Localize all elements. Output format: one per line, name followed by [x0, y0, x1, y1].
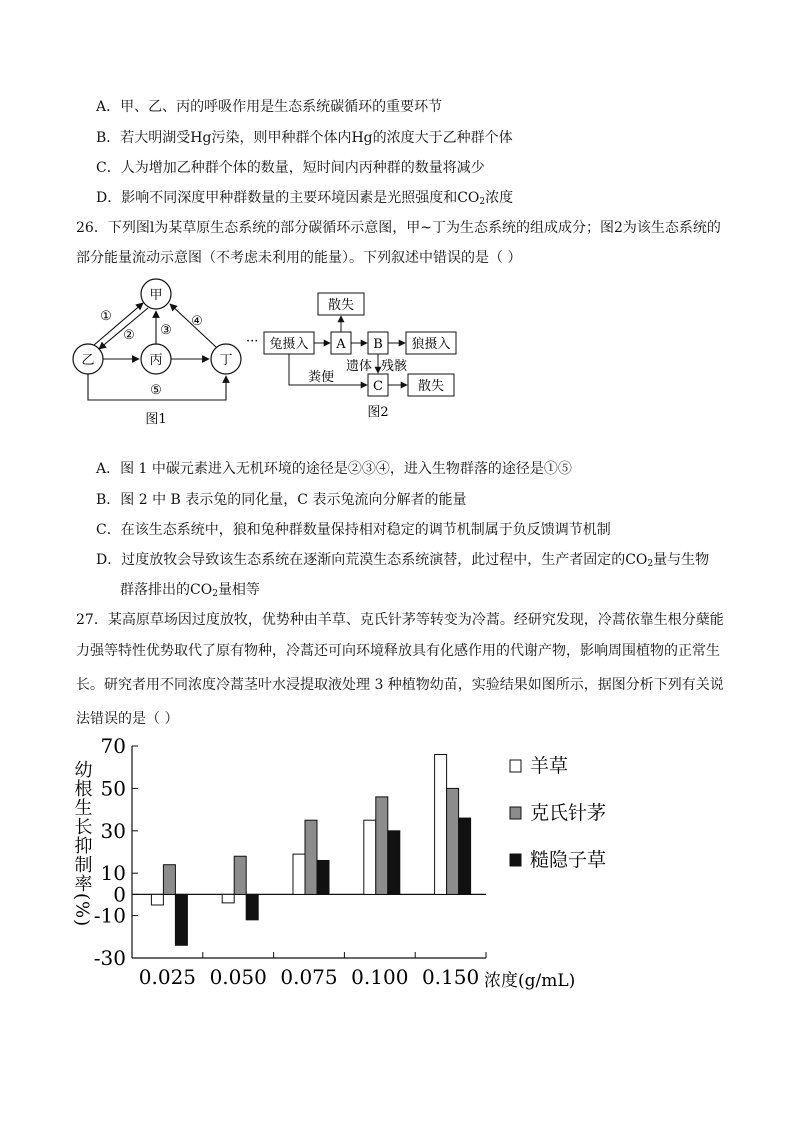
q26-option-d-line2: [120, 580, 260, 604]
bar-1-0.150: [435, 754, 447, 894]
bar-3-0.150: [459, 818, 471, 894]
arrow-label-3: ③: [160, 323, 172, 338]
y-tick-label: 0: [113, 882, 126, 907]
x-tick-label: 0.150: [421, 965, 480, 989]
bar-1-0.075: [293, 854, 305, 894]
q25-option-a: A．甲、乙、丙的呼吸作用是生态系统碳循环的重要环节: [96, 99, 443, 115]
arrow-label-2: ②: [123, 328, 135, 343]
q26-option-d-line2-text: 群落排出的CO: [120, 582, 213, 598]
box-a-label: A: [336, 337, 346, 352]
bar-2-0.100: [376, 797, 388, 895]
box-sanshi-top-label: 散失: [327, 298, 355, 313]
legend-swatch: [510, 807, 521, 819]
bar-3-0.050: [246, 894, 258, 919]
ellipsis: ···: [246, 334, 259, 349]
legend-label: 糙隐子草: [530, 849, 607, 871]
bar-2-0.025: [163, 865, 175, 895]
bar-2-0.150: [447, 788, 459, 894]
bar-1-0.025: [151, 894, 163, 905]
q26-option-a: A．图 1 中碳元素进入无机环境的途径是②③④，进入生物群落的途径是①⑤: [96, 461, 572, 477]
box-lang-label: 狼摄入: [411, 337, 451, 352]
q26-stem-line1: 26．下列图l为某草原生态系统的部分碳循环示意图，甲~丁为生态系统的组成成分；图2为该生态系统的: [76, 220, 721, 236]
q25-option-d: [96, 188, 513, 212]
y-tick-label: 30: [100, 818, 126, 843]
bar-2-0.075: [305, 820, 317, 894]
box-sanshi-right-label: 散失: [417, 379, 445, 394]
arrow-label-5: ⑤: [150, 383, 162, 398]
q26-stem-line2: 部分能量流动示意图（不考虑未利用的能量）。下列叙述中错误的是（ ）: [76, 250, 522, 266]
node-bing-label: 丙: [149, 353, 163, 368]
arrow-label-1: ①: [100, 309, 112, 324]
q26-option-d-line2-tail: 量相等: [217, 582, 260, 598]
legend-label: 羊草: [530, 755, 569, 777]
subscript: 2: [479, 197, 486, 207]
y-tick-label: -30: [93, 946, 126, 970]
q27-stem-line4: 法错误的是（ ）: [76, 711, 179, 727]
x-tick-label: 0.050: [209, 965, 267, 989]
bar-1-0.100: [364, 820, 376, 894]
bar-3-0.100: [388, 831, 400, 895]
subscript: 2: [212, 589, 218, 599]
figure-2-energy-flow: [240, 290, 470, 422]
q27-stem-line2: 力强等特性优势取代了原有物种，冷蒿还可向环境释放具有化感作用的代谢产物，影响周围植物的正常生: [76, 643, 720, 659]
label-canhai: 残骸: [381, 359, 408, 374]
y-axis-label: 幼根生长抑制率(%): [71, 760, 93, 928]
label-fenbian: 粪便: [308, 370, 335, 385]
legend-label: 克氏针茅: [530, 802, 607, 824]
x-tick-label: 0.100: [351, 965, 409, 989]
box-c-label: C: [373, 379, 383, 394]
q26-option-d-tail: 量与生物: [653, 552, 710, 568]
legend-swatch: [510, 854, 521, 866]
label-yiti: 遗体: [346, 359, 373, 374]
q25-option-b: B．若大明湖受Hg污染，则甲种群个体内Hg的浓度大于乙种群个体: [96, 130, 513, 146]
figure-1-caption: 图1: [145, 412, 167, 427]
node-ding-label: 丁: [219, 353, 233, 368]
figure-2-caption: 图2: [367, 405, 389, 420]
y-tick-label: 50: [100, 776, 126, 801]
q26-option-d-text: D．过度放牧会导致该生态系统在逐渐向荒漠生态系统演替，此过程中，生产者固定的CO: [96, 552, 648, 568]
inhibition-rate-bar-chart: [60, 730, 660, 1000]
x-tick-label: 0.075: [280, 965, 338, 989]
bar-3-0.025: [175, 894, 187, 945]
box-tu-label: 兔摄入: [269, 337, 309, 352]
q25-option-c: C．人为增加乙种群个体的数量，短时间内丙种群的数量将减少: [96, 160, 485, 176]
x-tick-label: 0.025: [138, 965, 197, 989]
q27-stem-line3: 长。研究者用不同浓度冷蒿茎叶水浸提取液处理 3 种植物幼苗，实验结果如图所示，据图分析下列有关说: [76, 677, 724, 693]
q26-option-c: C．在该生态系统中，狼和兔种群数量保持相对稳定的调节机制属于负反馈调节机制: [96, 522, 611, 538]
x-axis-label: 浓度(g/mL): [484, 971, 576, 991]
figure-1-carbon-cycle: [66, 276, 252, 428]
node-jia-label: 甲: [149, 288, 163, 303]
bar-1-0.050: [222, 894, 234, 902]
y-tick-label: 70: [100, 734, 126, 758]
q25-option-d-tail: 浓度: [485, 190, 514, 206]
y-tick-label: -10: [93, 903, 126, 928]
legend-swatch: [510, 760, 521, 772]
node-yi-label: 乙: [81, 353, 95, 368]
q27-stem-line1: 27．某高原草场因过度放牧，优势种由羊草、克氏针茅等转变为冷蒿。经研究发现，冷蒿依靠生根分蘖能: [76, 612, 724, 628]
q25-option-d-text: D．影响不同深度甲种群数量的主要环境因素是光照强度和CO: [96, 190, 480, 206]
box-b-label: B: [373, 337, 383, 352]
subscript: 2: [647, 559, 654, 569]
q26-option-d-line1: [96, 550, 709, 574]
bar-2-0.050: [234, 856, 246, 894]
bar-3-0.075: [317, 860, 329, 894]
y-tick-label: 10: [100, 861, 126, 886]
q26-option-b: B．图 2 中 B 表示兔的同化量，C 表示兔流向分解者的能量: [96, 492, 467, 508]
arrow-label-4: ④: [191, 314, 203, 329]
